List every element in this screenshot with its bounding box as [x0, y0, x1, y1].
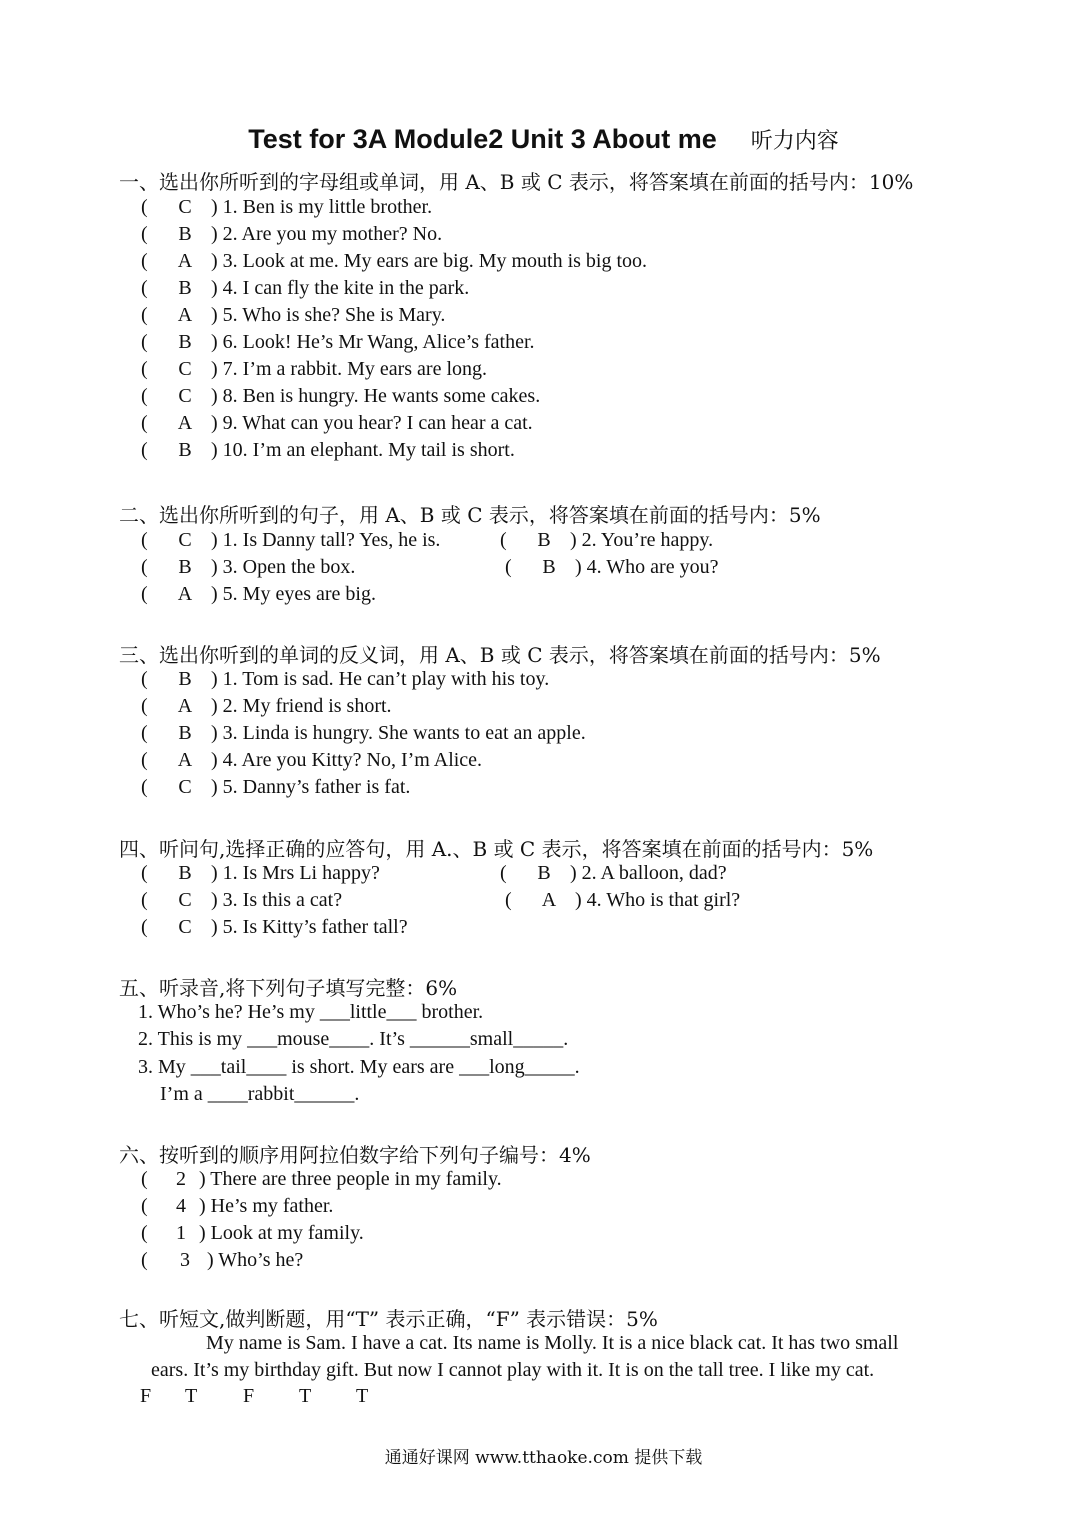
answer: A: [177, 749, 193, 771]
question-row: ( A ) 5. My eyes are big.: [141, 583, 376, 605]
question-row: ( B ) 3. Linda is hungry. She wants to eat an apple.: [141, 722, 586, 744]
tf-answer: T: [185, 1385, 198, 1407]
answer: B: [178, 556, 192, 578]
answer: A: [177, 250, 193, 272]
title-english: Test for 3A Module2 Unit 3 About me: [248, 124, 717, 154]
answer: B: [178, 223, 192, 245]
answer: C: [178, 529, 192, 551]
question-row: ( B ) 6. Look! He’s Mr Wang, Alice’s father.: [141, 331, 535, 353]
answer: A: [177, 304, 193, 326]
order-row: ( 2 ) There are three people in my family.: [141, 1168, 502, 1190]
title-chinese: 听力内容: [750, 129, 839, 154]
answer: B: [178, 862, 192, 884]
section-3-heading: 三、选出你听到的单词的反义词，用 A、B 或 C 表示，将答案填在前面的括号内：5%: [119, 643, 881, 667]
answer: B: [178, 722, 192, 744]
question-row: ( B ) 1. Tom is sad. He can’t play with his toy.: [141, 668, 550, 690]
answer: C: [178, 196, 192, 218]
order-number: 4: [176, 1195, 186, 1217]
question-row: ( A ) 3. Look at me. My ears are big. My mouth is big too.: [141, 250, 648, 272]
question-row: ( B ) 4. Who are you?: [505, 556, 719, 578]
fill-in-line: 2. This is my ___mouse____. It’s ______small_____.: [138, 1028, 569, 1050]
answer: C: [178, 916, 192, 938]
question-row: ( B ) 1. Is Mrs Li happy?: [141, 862, 380, 884]
question-row: ( C ) 3. Is this a cat?: [141, 889, 343, 911]
tf-answer: T: [299, 1385, 312, 1407]
question-row: ( A ) 9. What can you hear? I can hear a cat.: [141, 412, 533, 434]
fill-in-line: 1. Who’s he? He’s my ___little___ brother.: [138, 1001, 484, 1023]
passage-line-2: ears. It’s my birthday gift. But now I cannot play with it. It is on the tall tree. I like my cat.: [151, 1359, 875, 1381]
section-4-heading: 四、听问句,选择正确的应答句，用 A.、B 或 C 表示，将答案填在前面的括号内：5%: [119, 837, 874, 861]
question-row: ( A ) 2. My friend is short.: [141, 695, 392, 717]
answer: A: [177, 583, 193, 605]
question-row: ( C ) 7. I’m a rabbit. My ears are long.: [141, 358, 488, 380]
question-row: ( B ) 10. I’m an elephant. My tail is short.: [141, 439, 515, 461]
question-row: ( C ) 5. Danny’s father is fat.: [141, 776, 411, 798]
answer: B: [178, 668, 192, 690]
answer: A: [177, 412, 193, 434]
answer: A: [541, 889, 557, 911]
order-number: 3: [180, 1249, 190, 1271]
question-row: ( B ) 2. Are you my mother? No.: [141, 223, 443, 245]
order-row: ( 3 ) Who’s he?: [141, 1249, 304, 1271]
answer: C: [178, 889, 192, 911]
question-row: ( C ) 5. Is Kitty’s father tall?: [141, 916, 408, 938]
order-row: ( 1 ) Look at my family.: [141, 1222, 364, 1244]
question-row: ( C ) 1. Ben is my little brother.: [141, 196, 433, 218]
answer: C: [178, 358, 192, 380]
answer: B: [537, 529, 551, 551]
section-2-heading: 二、选出你所听到的句子，用 A、B 或 C 表示，将答案填在前面的括号内：5%: [119, 503, 821, 527]
tf-answer: T: [356, 1385, 369, 1407]
answer: B: [178, 439, 192, 461]
question-row: ( A ) 4. Are you Kitty? No, I’m Alice.: [141, 749, 483, 771]
question-row: ( A ) 5. Who is she? She is Mary.: [141, 304, 446, 326]
passage-line-1: My name is Sam. I have a cat. Its name is Molly. It is a nice black cat. It has two small: [206, 1332, 899, 1354]
answer: B: [178, 331, 192, 353]
question-row: ( B ) 2. You’re happy.: [500, 529, 714, 551]
tf-answer: F: [140, 1385, 152, 1407]
question-row: ( C ) 8. Ben is hungry. He wants some cakes.: [141, 385, 541, 407]
question-row: ( B ) 3. Open the box.: [141, 556, 356, 578]
answer: A: [177, 695, 193, 717]
section-6-heading: 六、按听到的顺序用阿拉伯数字给下列句子编号：4%: [119, 1143, 591, 1167]
section-7-heading: 七、听短文,做判断题，用“T” 表示正确，“F” 表示错误：5%: [119, 1307, 658, 1331]
order-number: 1: [176, 1222, 186, 1244]
page-title: [0, 124, 1087, 155]
question-row: ( C ) 1. Is Danny tall? Yes, he is.: [141, 529, 441, 551]
answer: C: [178, 776, 192, 798]
fill-in-line: 3. My ___tail____ is short. My ears are ___long_____.: [138, 1056, 580, 1078]
tf-answer: F: [243, 1385, 255, 1407]
section-5-heading: 五、听录音,将下列句子填写完整：6%: [119, 976, 458, 1000]
footer-credit: 通通好课网 www.tthaoke.com 提供下载: [384, 1448, 703, 1468]
answer: C: [178, 385, 192, 407]
section-1-heading: 一、选出你所听到的字母组或单词，用 A、B 或 C 表示，将答案填在前面的括号内：10%: [119, 170, 914, 194]
order-number: 2: [176, 1168, 186, 1190]
fill-in-line: I’m a ____rabbit______.: [160, 1083, 360, 1105]
answer: B: [542, 556, 556, 578]
order-row: ( 4 ) He’s my father.: [141, 1195, 334, 1217]
question-row: ( A ) 4. Who is that girl?: [505, 889, 741, 911]
answer: B: [537, 862, 551, 884]
answer: B: [178, 277, 192, 299]
question-row: ( B ) 2. A balloon, dad?: [500, 862, 727, 884]
question-row: ( B ) 4. I can fly the kite in the park.: [141, 277, 470, 299]
